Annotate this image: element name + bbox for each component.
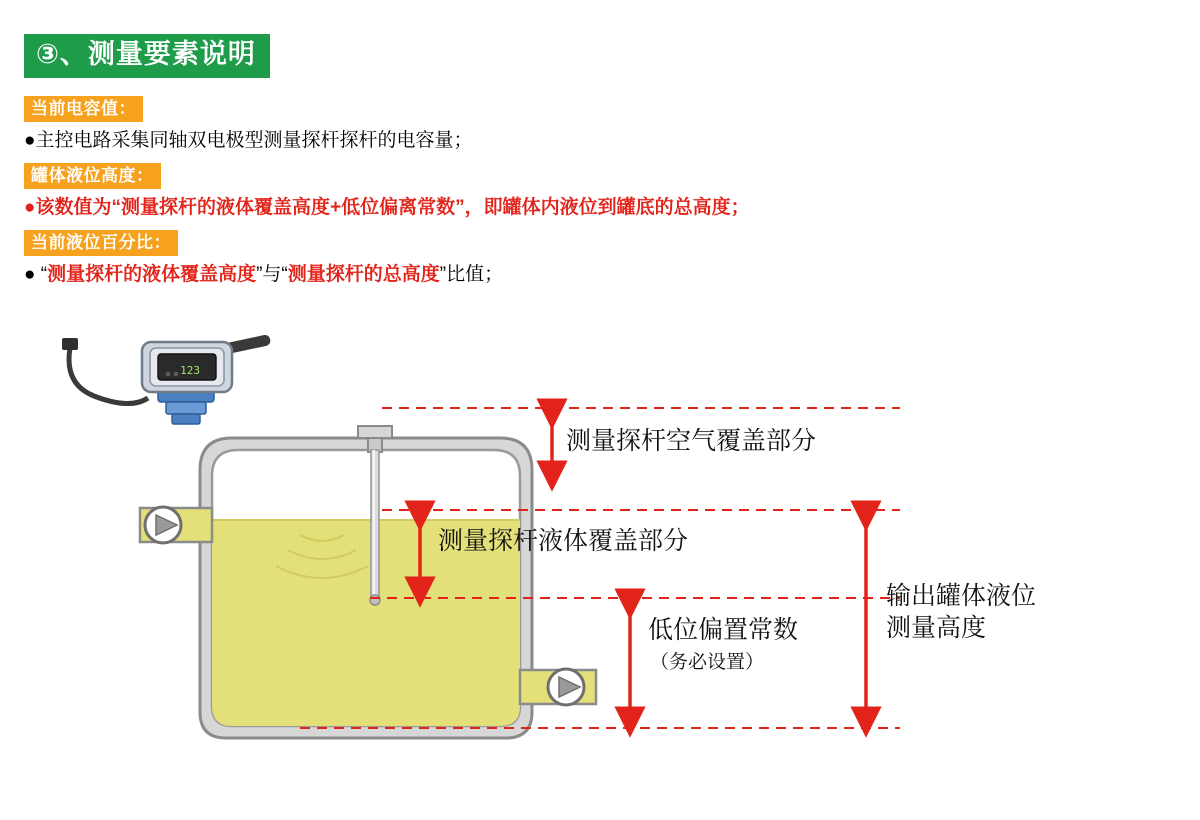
note-percent-part-2: ”与“ [256,264,288,286]
measurement-diagram [0,330,1200,820]
note-percent-tag: 当前液位百分比： [24,230,178,256]
diagram-svg [0,330,1200,820]
level-transmitter [62,334,271,424]
note-percent-part-4: ”比值； [439,264,504,286]
note-capacitance-tag: 当前电容值： [24,96,143,122]
notes-block [24,96,1184,297]
label-offset-constant: 低位偏置常数 [648,616,799,644]
label-offset-constant-note: （务必设置） [650,652,765,673]
label-air-covered-part: 测量探杆空气覆盖部分 [566,427,817,455]
note-tank-level [24,163,1184,221]
outlet-valve-right [520,669,596,705]
label-output-height-line1: 输出罐体液位 [886,582,1037,610]
inlet-valve-left [140,507,212,543]
note-percent-text [24,263,1184,288]
note-percent [24,230,1184,288]
label-liquid-covered-part: 测量探杆液体覆盖部分 [438,527,689,555]
note-percent-part-3: 测量探杆的总高度 [287,264,440,286]
note-capacitance-text: ●主控电路采集同轴双电极型测量探杆探杆的电容量； [24,130,473,152]
note-percent-part-0: ● “ [24,264,48,286]
transmitter-display-value: 123 [180,364,200,377]
note-capacitance [24,96,1184,154]
note-tank-level-tag: 罐体液位高度： [24,163,161,189]
note-tank-level-text: ●该数值为“测量探杆的液体覆盖高度+低位偏离常数”，即罐体内液位到罐底的总高度； [24,197,750,219]
note-percent-part-1: 测量探杆的液体覆盖高度 [47,264,257,286]
page-title: ③、测量要素说明 [24,34,270,78]
label-output-height-line2: 测量高度 [886,614,987,642]
